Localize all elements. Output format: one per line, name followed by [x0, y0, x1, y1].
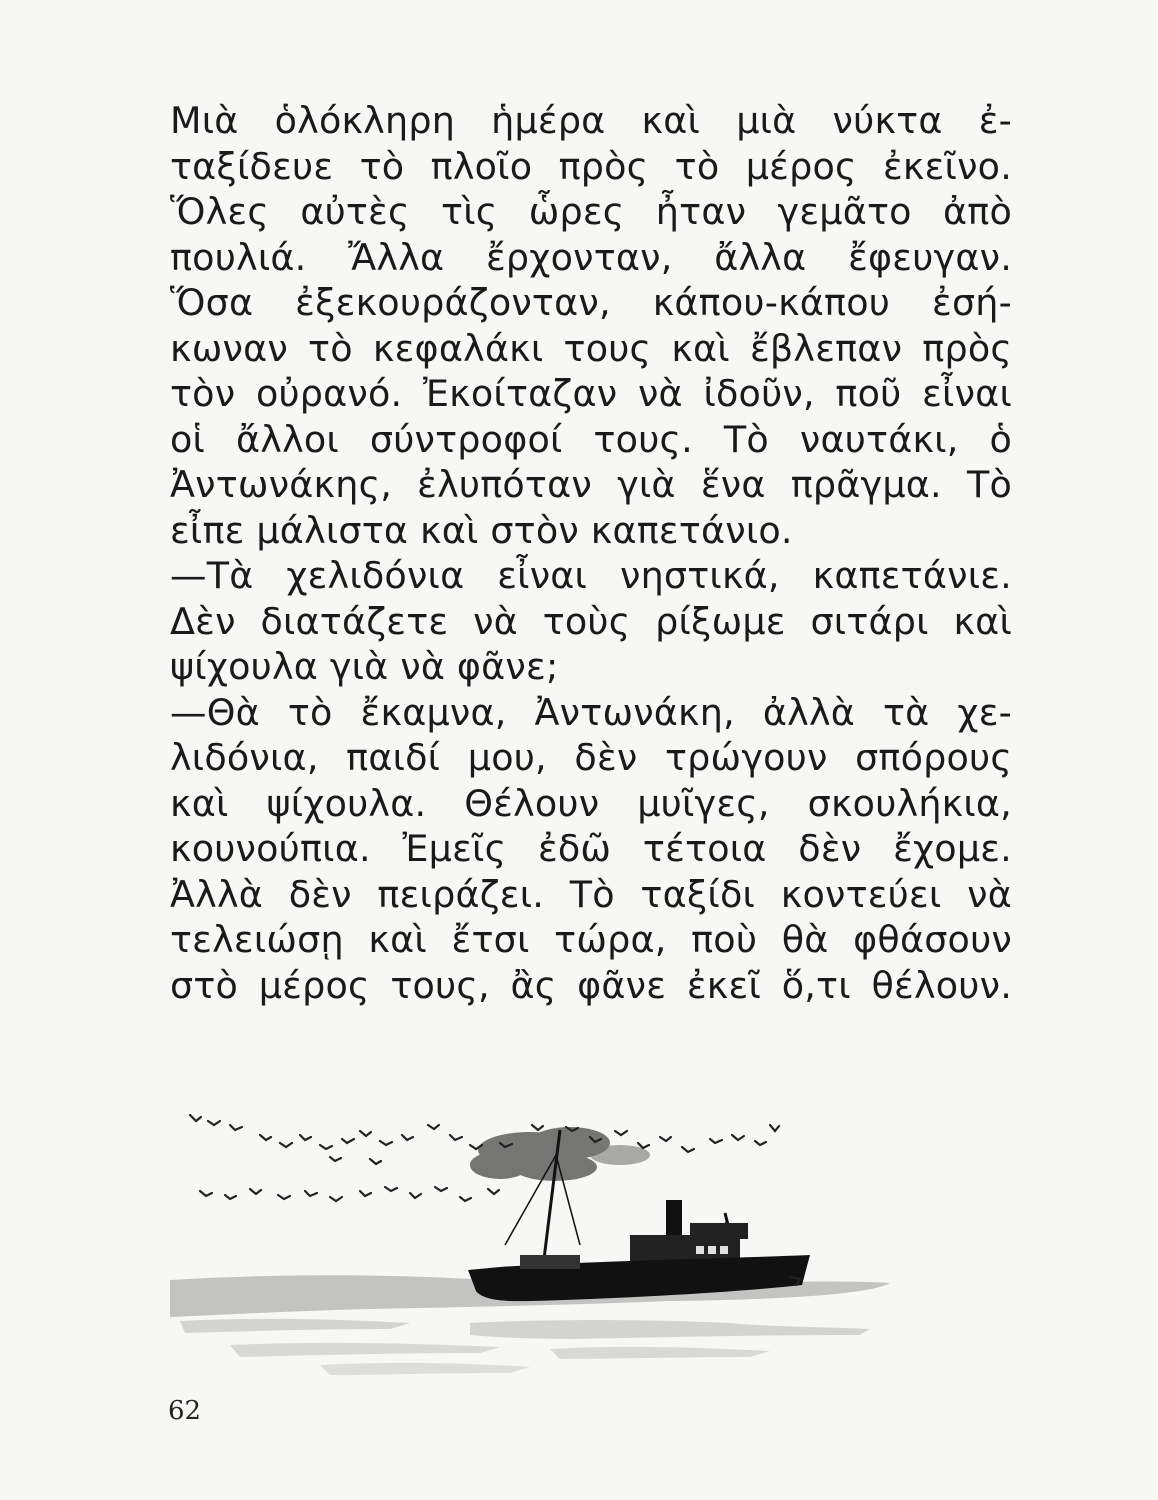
superstructure — [630, 1223, 748, 1261]
dialogue-line: κουνούπια. Ἐμεῖς ἐδῶ τέτοια δὲν ἔχομε. — [170, 827, 1012, 870]
text-line: εἶπε μάλιστα καὶ στὸν καπετάνιο. — [170, 508, 793, 552]
text-line: οἱ ἄλλοι σύντροφοί τους. Τὸ ναυτάκι, ὁ — [170, 417, 1012, 461]
story-text — [170, 98, 1012, 1008]
text-line: Ὅλες αὐτὲς τὶς ὧρες ἦταν γεμᾶτο ἀπὸ — [170, 190, 1012, 233]
page-number: 62 — [168, 1396, 202, 1426]
dialogue-line: ψίχουλα γιὰ νὰ φᾶνε; — [170, 645, 559, 688]
dialogue-line: λιδόνια, παιδί μου, δὲν τρώγουν σπόρους — [170, 736, 1012, 779]
text-line: τὸν οὐρανό. Ἐκοίταζαν νὰ ἰδοῦν, ποῦ εἶναι — [170, 372, 1012, 415]
text-line: ταξίδευε τὸ πλοῖο πρὸς τὸ μέρος ἐκεῖνο. — [170, 144, 1012, 188]
dialogue-line: —Θὰ τὸ ἔκαμνα, Ἀντωνάκη, ἀλλὰ τὰ χε- — [170, 690, 1012, 734]
dialogue-line: Δὲν διατάζετε νὰ τοὺς ρίξωμε σιτάρι καὶ — [170, 599, 1012, 643]
dialogue-line: τελειώσῃ καὶ ἔτσι τώρα, ποὺ θὰ φθάσουν — [170, 918, 1012, 961]
text-line: Ἀντωνάκης, ἐλυπόταν γιὰ ἕνα πρᾶγμα. Τὸ — [170, 463, 1012, 506]
text-line: κωναν τὸ κεφαλάκι τους καὶ ἔβλεπαν πρὸς — [170, 326, 1012, 370]
dialogue-line: καὶ ψίχουλα. Θέλουν μυῖγες, σκουλήκια, — [170, 781, 1012, 825]
text-line: πουλιά. Ἄλλα ἔρχονταν, ἄλλα ἔφευγαν. — [170, 235, 1012, 279]
steamship-with-swallows-icon — [170, 1095, 1030, 1385]
text-line: Μιὰ ὁλόκληρη ἡμέρα καὶ μιὰ νύκτα ἐ- — [170, 99, 1012, 142]
dialogue-line: Ἀλλὰ δὲν πειράζει. Τὸ ταξίδι κοντεύει νὰ — [170, 872, 1012, 916]
cargo — [520, 1255, 580, 1269]
text-line: Ὅσα ἐξεκουράζονταν, κάπου-κάπου ἐσή- — [170, 281, 1012, 324]
dialogue-line: —Τὰ χελιδόνια εἶναι νηστικά, καπετάνιε. — [170, 554, 1012, 597]
dialogue-line: στὸ μέρος τους, ἂς φᾶνε ἐκεῖ ὅ,τι θέλουν. — [170, 963, 1012, 1007]
